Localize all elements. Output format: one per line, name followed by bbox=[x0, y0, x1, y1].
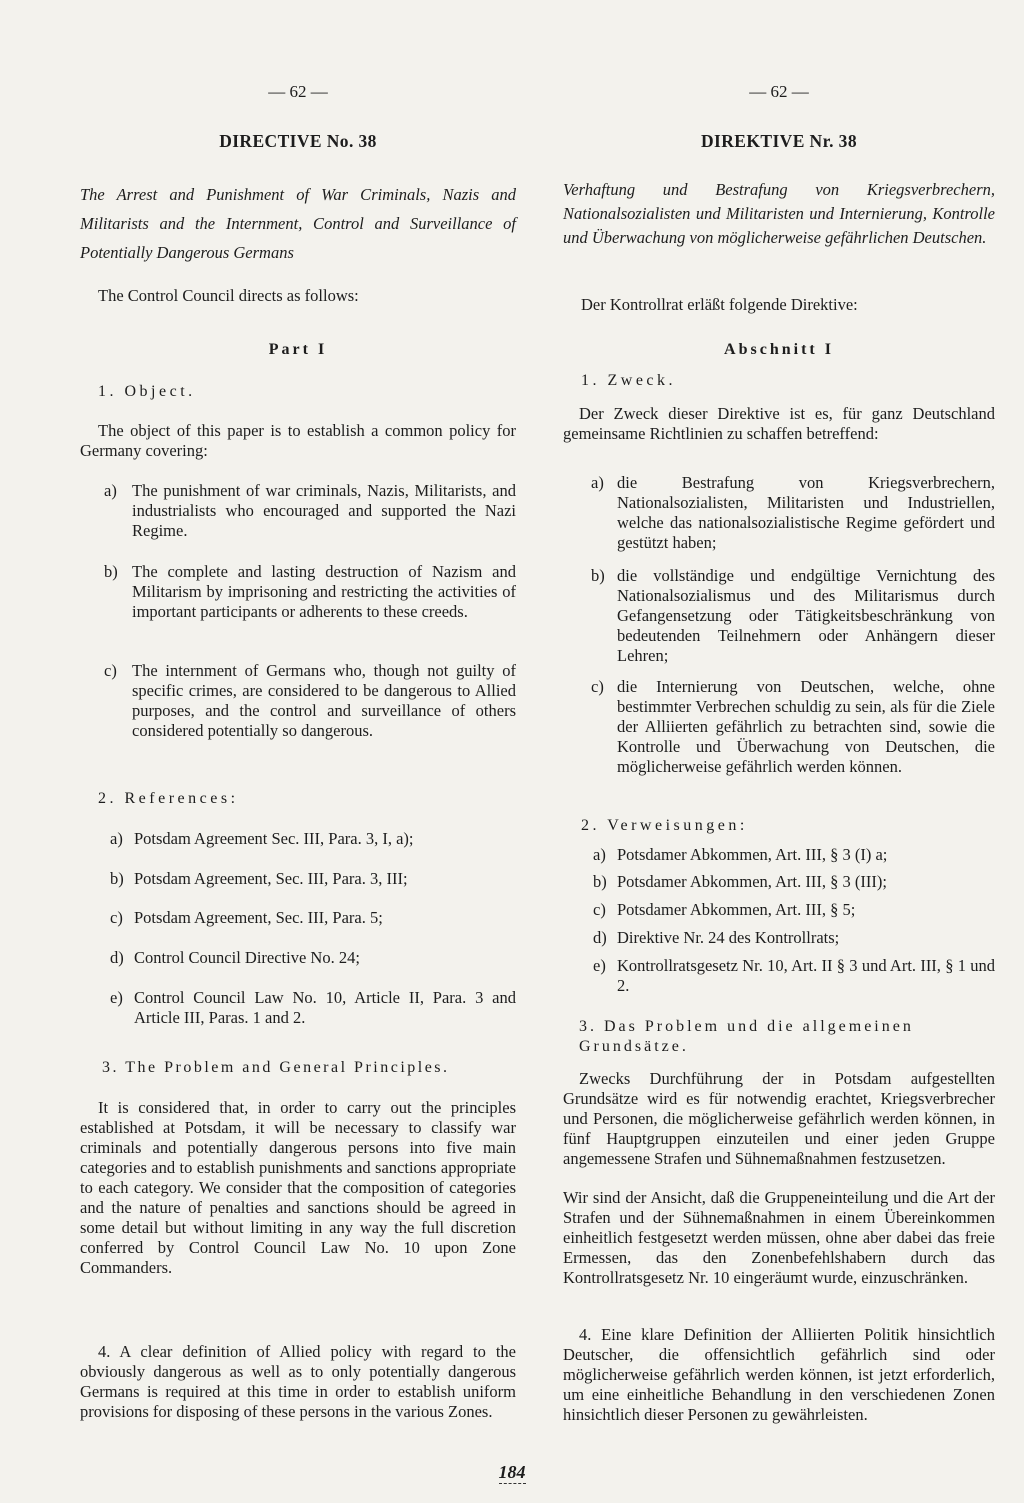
directive-subtitle: Verhaftung und Bestrafung von Kriegsverbrechern, Nationalsozialisten und Militaristen und Internierung, Kontrolle und Überwachung von möglicherweise gefährlichen Deutschen. bbox=[563, 180, 995, 247]
item-text: die Bestrafung von Kriegsverbrechern, Nationalsozialisten, Militaristen und Industriellen, welche das nationalsozialistische Regime gefördert und gestützt haben; bbox=[617, 473, 995, 552]
item-text: Potsdamer Abkommen, Art. III, § 5; bbox=[617, 900, 856, 919]
item-label: a) bbox=[104, 481, 117, 500]
list-item bbox=[591, 473, 995, 553]
section-3-text: It is considered that, in order to carry out the principles established at Potsdam, it will be necessary to classify war criminals and potentially dangerous persons into five main categories and to establish punishments and sanctions appropriate to each category. We consider that the composition of categories and the nature of penalties and sanctions should be agreed in some detail but without limiting in any way the full discretion conferred by Control Council Law No. 10 upon Zone Commanders. bbox=[80, 1098, 516, 1277]
footer-page-number-text: 184 bbox=[498, 1462, 526, 1482]
directive-title: DIREKTIVE Nr. 38 bbox=[701, 131, 857, 151]
item-label: c) bbox=[104, 661, 117, 680]
item-label: c) bbox=[591, 677, 604, 696]
section-1-heading: 1. Zweck. bbox=[581, 372, 677, 389]
item-label: d) bbox=[110, 948, 124, 967]
item-label: b) bbox=[593, 872, 607, 891]
reference-item bbox=[110, 829, 516, 849]
directive-title: DIRECTIVE No. 38 bbox=[219, 131, 377, 151]
section-3-text: Zwecks Durchführung der in Potsdam aufgestellten Grundsätze wird es für notwendig erachtet, Kriegsverbrecher und Personen, die möglicherweise gefährlich werden können, in fünf Hauptgruppen einzuteilen und einer jeden Gruppe angemessene Strafen und Sühnemaßnahmen festzusetzen. bbox=[563, 1069, 995, 1168]
list-item bbox=[591, 566, 995, 666]
item-label: d) bbox=[593, 928, 607, 947]
reference-item bbox=[593, 872, 995, 892]
item-text: The internment of Germans who, though not guilty of specific crimes, are considered to be dangerous to Allied purposes, and the control and surveillance of others considered potentially so dangerous. bbox=[132, 661, 516, 740]
item-text: die vollständige und endgültige Vernichtung des Nationalsozialismus und des Militarismus durch Gefangensetzung oder Tätigkeitsbeschränkung von bedeutenden Teilnehmern oder Anhängern dieser Lehren; bbox=[617, 566, 995, 665]
item-label: c) bbox=[110, 908, 123, 927]
item-text: Potsdam Agreement, Sec. III, Para. 3, III; bbox=[134, 869, 408, 888]
section-1-text: The object of this paper is to establish a common policy for Germany covering: bbox=[80, 421, 516, 460]
page-number: — 62 — bbox=[749, 82, 809, 101]
part-heading: Abschnitt I bbox=[724, 341, 834, 358]
reference-item bbox=[593, 845, 995, 865]
item-label: e) bbox=[110, 988, 123, 1007]
item-text: Potsdam Agreement, Sec. III, Para. 5; bbox=[134, 908, 383, 927]
reference-item bbox=[593, 928, 995, 948]
item-label: c) bbox=[593, 900, 606, 919]
item-text: Potsdam Agreement Sec. III, Para. 3, I, a); bbox=[134, 829, 414, 848]
section-3-heading: 3. Das Problem und die allgemeinen Grundsätze. bbox=[579, 1018, 914, 1055]
reference-item bbox=[110, 988, 516, 1028]
item-text: The punishment of war criminals, Nazis, Militarists, and industrialists who encouraged and supported the Nazi Regime. bbox=[132, 481, 516, 540]
section-4-text: 4. Eine klare Definition der Alliierten Politik hinsichtlich Deutscher, die offensichtlich gefährlich sind oder möglicherweise gefährlich werden können, ist jetzt erforderlich, um eine einheitliche Behandlung in den verschiedenen Zonen hinsichtlich dieser Personen zu gewährleisten. bbox=[563, 1325, 995, 1424]
section-3-text-continued: Wir sind der Ansicht, daß die Gruppeneinteilung und die Art der Strafen und der Sühnemaßnahmen in einem Übereinkommen einheitlich festgesetzt werden müssen, ohne aber dabei das freie Ermessen, das den Zonenbefehlshabern durch das Kontrollratsgesetz Nr. 10 eingeräumt wurde, einzuschränken. bbox=[563, 1188, 995, 1287]
item-label: e) bbox=[593, 956, 606, 975]
reference-item bbox=[593, 956, 995, 996]
page-number: — 62 — bbox=[268, 82, 328, 101]
list-item bbox=[104, 481, 516, 541]
section-1-text: Der Zweck dieser Direktive ist es, für ganz Deutschland gemeinsame Richtlinien zu schaffen betreffend: bbox=[563, 404, 995, 443]
list-item bbox=[104, 562, 516, 622]
item-text: Control Council Directive No. 24; bbox=[134, 948, 360, 967]
item-label: a) bbox=[591, 473, 604, 492]
item-text: Potsdamer Abkommen, Art. III, § 3 (I) a; bbox=[617, 845, 888, 864]
item-text: Potsdamer Abkommen, Art. III, § 3 (III); bbox=[617, 872, 887, 891]
section-2-heading: 2. References: bbox=[98, 790, 239, 807]
item-label: b) bbox=[110, 869, 124, 888]
item-text: Control Council Law No. 10, Article II, Para. 3 and Article III, Paras. 1 and 2. bbox=[134, 988, 516, 1027]
item-label: b) bbox=[591, 566, 605, 585]
item-label: b) bbox=[104, 562, 118, 581]
intro-text: The Control Council directs as follows: bbox=[98, 286, 359, 305]
section-1-heading: 1. Object. bbox=[98, 383, 196, 400]
item-text: The complete and lasting destruction of Nazism and Militarism by imprisoning and restricting the activities of important participants or adherents to these creeds. bbox=[132, 562, 516, 621]
reference-item bbox=[110, 869, 516, 889]
footer-page-number bbox=[0, 1462, 1024, 1483]
intro-text: Der Kontrollrat erläßt folgende Direktive: bbox=[581, 295, 858, 314]
directive-subtitle: The Arrest and Punishment of War Criminals, Nazis and Militarists and the Internment, Control and Surveillance of Potentially Dangerous Germans bbox=[80, 185, 516, 262]
item-text: die Internierung von Deutschen, welche, ohne bestimmter Verbrechen schuldig zu sein, als für die Ziele der Alliierten gefährlich zu betrachten sind, sowie die Kontrolle und Überwachung von Deutschen, die möglicherweise gefährlich werden können. bbox=[617, 677, 995, 776]
part-heading: Part I bbox=[268, 341, 328, 358]
reference-item bbox=[593, 900, 995, 920]
reference-item bbox=[110, 948, 516, 968]
section-2-heading: 2. Verweisungen: bbox=[581, 817, 748, 834]
list-item bbox=[591, 677, 995, 777]
list-item bbox=[104, 661, 516, 741]
item-label: a) bbox=[593, 845, 606, 864]
item-text: Direktive Nr. 24 des Kontrollrats; bbox=[617, 928, 840, 947]
section-4-text: 4. A clear definition of Allied policy with regard to the obviously dangerous as well as to only potentially dangerous Germans is required at this time in order to establish uniform provisions for disposing of these persons in the various Zones. bbox=[80, 1342, 516, 1421]
reference-item bbox=[110, 908, 516, 928]
item-label: a) bbox=[110, 829, 123, 848]
section-3-heading: 3. The Problem and General Principles. bbox=[102, 1059, 450, 1076]
item-text: Kontrollratsgesetz Nr. 10, Art. II § 3 und Art. III, § 1 und 2. bbox=[617, 956, 995, 995]
